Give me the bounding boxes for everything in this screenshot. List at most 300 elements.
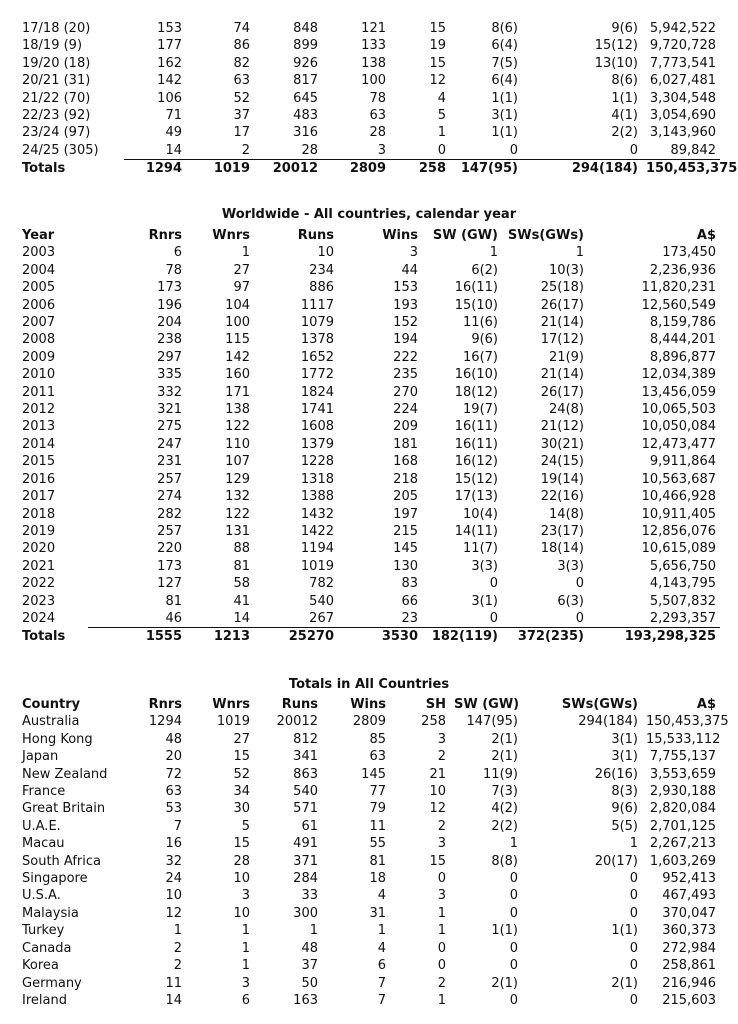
table-cell: 28	[233, 853, 250, 869]
table-row	[18, 575, 720, 592]
table-cell: 0	[629, 992, 638, 1008]
table-cell: 8,896,877	[649, 349, 716, 365]
table-cell: 926	[293, 55, 318, 71]
totals-cell: 2809	[349, 161, 386, 177]
table-cell: 79	[369, 801, 386, 817]
table-cell: 21	[429, 766, 446, 782]
table-cell: 258	[421, 714, 446, 730]
table-cell: 106	[157, 90, 182, 106]
table-cell: 1	[437, 923, 446, 939]
table-cell: 23	[338, 610, 422, 628]
table-cell: 224	[393, 402, 418, 418]
table-cell: 1824	[300, 384, 334, 400]
table-cell: 257	[157, 523, 182, 539]
table-row	[18, 870, 720, 887]
table-cell: 1(1)	[611, 90, 638, 106]
table-row	[18, 55, 720, 72]
table-row	[18, 713, 720, 730]
table-cell: 12,473,477	[641, 436, 716, 452]
table-cell: 58	[233, 576, 250, 592]
table-cell: Germany	[22, 975, 82, 991]
table-row	[18, 90, 720, 107]
table-cell: 20	[165, 749, 182, 765]
table-cell: 258,861	[662, 958, 716, 974]
table-cell: 3	[241, 975, 250, 991]
table-cell: 812	[293, 731, 318, 747]
table-cell: 20012	[276, 714, 318, 730]
table-cell: 83	[401, 576, 418, 592]
table-cell: 1741	[300, 402, 334, 418]
table-cell: 194	[393, 332, 418, 348]
table-cell: 300	[293, 905, 318, 921]
table-cell: 14(8)	[549, 506, 584, 522]
table-cell: 2014	[22, 436, 56, 452]
table-cell: 152	[393, 315, 418, 331]
table-cell: 52	[233, 90, 250, 106]
table-cell: 1379	[300, 436, 334, 452]
table-cell: 104	[225, 297, 250, 313]
table-cell: 10	[317, 245, 334, 261]
table-row	[18, 957, 720, 974]
table-cell: 30(21)	[540, 436, 584, 452]
table-cell: 37	[233, 108, 250, 124]
table-cell: 2,293,357	[588, 610, 720, 628]
table-cell: 122	[225, 419, 250, 435]
column-header: A$	[696, 697, 716, 712]
table-cell: 3	[241, 888, 250, 904]
table-cell: 1318	[300, 471, 334, 487]
table-cell: 100	[225, 315, 250, 331]
table-cell: 6	[241, 992, 250, 1008]
table-cell: 16	[165, 836, 182, 852]
table-cell: 0	[390, 142, 450, 160]
table-cell: 1388	[300, 489, 334, 505]
table-cell: 1	[377, 923, 386, 939]
totals-cell: 25270	[288, 629, 334, 645]
table-cell: 23/24 (97)	[22, 125, 91, 141]
table-cell: 2(1)	[491, 975, 518, 991]
table-cell: 22/23 (92)	[22, 108, 91, 124]
table-cell: 26(17)	[540, 297, 584, 313]
table-cell: 18/19 (9)	[22, 38, 83, 54]
table-cell: 14	[124, 142, 186, 160]
table-cell: 0	[575, 576, 584, 592]
table-cell: 9,911,864	[649, 454, 716, 470]
column-header: Rnrs	[148, 228, 182, 243]
table-cell: 2,820,084	[649, 801, 716, 817]
table-cell: 0	[629, 958, 638, 974]
table-cell: 2	[173, 958, 182, 974]
table-cell: 37	[301, 958, 318, 974]
table-cell: South Africa	[22, 853, 101, 869]
table-cell: 33	[301, 888, 318, 904]
column-header: SW (GW)	[454, 697, 520, 712]
totals-row	[18, 160, 720, 178]
totals-cell: Totals	[22, 629, 66, 645]
table-cell: 0	[437, 958, 446, 974]
table-cell: 22(16)	[540, 489, 584, 505]
table-cell: 4,143,795	[649, 576, 716, 592]
table-cell: 55	[369, 836, 386, 852]
table-cell: 234	[309, 262, 334, 278]
table-cell: 16(10)	[454, 367, 498, 383]
table-cell: 3,553,659	[649, 766, 716, 782]
table-cell: 14(11)	[454, 523, 498, 539]
table-cell: 2018	[22, 506, 56, 522]
table-cell: 78	[369, 90, 386, 106]
table-cell: 6	[377, 958, 386, 974]
table-cell: 2020	[22, 541, 56, 557]
table-cell: 19(14)	[540, 471, 584, 487]
header-row	[18, 227, 720, 244]
column-header: Rnrs	[148, 697, 182, 712]
table-cell: 11(9)	[483, 766, 518, 782]
table-cell: 863	[293, 766, 318, 782]
totals-cell: 1213	[213, 629, 250, 645]
table-cell: 274	[157, 489, 182, 505]
table-row	[18, 366, 720, 383]
totals-cell: 294(184)	[571, 161, 638, 177]
table-cell: 145	[393, 541, 418, 557]
table-cell: 115	[225, 332, 250, 348]
table-cell: 4	[377, 888, 386, 904]
table-row	[18, 800, 720, 817]
table-cell: 483	[293, 108, 318, 124]
table-cell: 3(3)	[557, 558, 584, 574]
table-cell: 11,820,231	[641, 280, 716, 296]
table-cell: 0	[522, 142, 642, 160]
table-cell: 18(12)	[454, 384, 498, 400]
table-cell: 15	[233, 836, 250, 852]
table-cell: 14	[186, 610, 254, 628]
table-cell: 1(1)	[611, 923, 638, 939]
table-cell: 1	[629, 836, 638, 852]
table-cell: 110	[225, 436, 250, 452]
table-cell: 16(7)	[463, 349, 498, 365]
table-cell: 20/21 (31)	[22, 73, 91, 89]
table-cell: 0	[502, 610, 588, 628]
table-row	[18, 418, 720, 435]
table-cell: Hong Kong	[22, 731, 93, 747]
table-cell: 10	[429, 784, 446, 800]
table-cell: 142	[225, 349, 250, 365]
table-cell: 1652	[300, 349, 334, 365]
table-cell: 81	[165, 593, 182, 609]
table-row	[18, 488, 720, 505]
table-cell: 15	[233, 749, 250, 765]
table-cell: 181	[393, 436, 418, 452]
table-cell: 1(1)	[491, 923, 518, 939]
table-row	[18, 331, 720, 348]
column-header: SWs(GWs)	[561, 697, 638, 712]
table-cell: 138	[361, 55, 386, 71]
table-cell: 27	[233, 262, 250, 278]
table-cell: 1608	[300, 419, 334, 435]
table-cell: 16(12)	[454, 454, 498, 470]
table-cell: 1	[575, 245, 584, 261]
table-cell: 1,603,269	[649, 853, 716, 869]
table-cell: 1117	[300, 297, 334, 313]
table-cell: 0	[450, 142, 522, 160]
table-cell: Canada	[22, 940, 72, 956]
table-cell: 25(18)	[540, 280, 584, 296]
season-table	[18, 20, 738, 178]
totals-cell: 372(235)	[517, 629, 584, 645]
table-cell: 15(10)	[454, 297, 498, 313]
table-row	[18, 72, 720, 89]
table-cell: 952,413	[662, 871, 716, 887]
table-cell: 5	[241, 818, 250, 834]
table-cell: 1	[241, 923, 250, 939]
table-cell: 10(4)	[463, 506, 498, 522]
table-cell: 222	[393, 349, 418, 365]
table-cell: 8(6)	[491, 21, 518, 36]
table-cell: 26(17)	[540, 384, 584, 400]
table-cell: 16(11)	[454, 436, 498, 452]
table-cell: U.A.E.	[22, 818, 61, 834]
table-cell: 7,773,541	[649, 55, 716, 71]
table-cell: 12	[429, 801, 446, 817]
table-cell: 16(11)	[454, 280, 498, 296]
table-cell: 360,373	[662, 923, 716, 939]
table-cell: 32	[165, 853, 182, 869]
column-header: Wnrs	[212, 228, 250, 243]
table-cell: 0	[509, 940, 518, 956]
table-cell: 66	[401, 593, 418, 609]
table-cell: 3(1)	[611, 731, 638, 747]
table-cell: 6(4)	[491, 38, 518, 54]
header-row	[18, 696, 720, 713]
table-cell: 63	[369, 108, 386, 124]
table-cell: 2(1)	[491, 731, 518, 747]
table-cell: 9(6)	[611, 21, 638, 36]
table-cell: 2011	[22, 384, 56, 400]
table-cell: 0	[509, 888, 518, 904]
table-cell: 220	[157, 541, 182, 557]
table-cell: 1772	[300, 367, 334, 383]
table-cell: 107	[225, 454, 250, 470]
table-cell: 2	[186, 142, 254, 160]
table-cell: 14	[165, 992, 182, 1008]
table-cell: 44	[401, 262, 418, 278]
table-cell: 2023	[22, 593, 56, 609]
table-cell: 2	[173, 940, 182, 956]
table-cell: 6,027,481	[649, 73, 716, 89]
table-cell: 86	[233, 38, 250, 54]
table-cell: 122	[225, 506, 250, 522]
table-cell: Macau	[22, 836, 65, 852]
table-cell: 162	[157, 55, 182, 71]
table-cell: 173,450	[662, 245, 716, 261]
table-cell: France	[22, 784, 66, 800]
table-cell: 133	[361, 38, 386, 54]
table-cell: 163	[293, 992, 318, 1008]
table-cell: 147(95)	[466, 714, 518, 730]
table-cell: 10(3)	[549, 262, 584, 278]
table-cell: 491	[293, 836, 318, 852]
table-cell: 645	[293, 90, 318, 106]
table-cell: 63	[369, 749, 386, 765]
table-cell: 4	[437, 90, 446, 106]
table-cell: 886	[309, 280, 334, 296]
table-row	[18, 610, 720, 628]
table-cell: 24	[165, 871, 182, 887]
table-cell: 11	[165, 975, 182, 991]
column-header: SWs(GWs)	[507, 228, 584, 243]
table-cell: 21(12)	[540, 419, 584, 435]
table-cell: 0	[629, 871, 638, 887]
table-cell: 129	[225, 471, 250, 487]
table-cell: 10,563,687	[641, 471, 716, 487]
table-row	[18, 401, 720, 418]
table-cell: 28	[369, 125, 386, 141]
table-row	[18, 314, 720, 331]
table-cell: 3,143,960	[649, 125, 716, 141]
table-cell: 2003	[22, 245, 56, 261]
table-cell: 0	[629, 940, 638, 956]
table-cell: 3	[437, 731, 446, 747]
table-cell: 247	[157, 436, 182, 452]
table-cell: 0	[509, 905, 518, 921]
table-cell: U.S.A.	[22, 888, 61, 904]
table-row	[18, 471, 720, 488]
table-cell: 10	[233, 871, 250, 887]
table-cell: 848	[293, 21, 318, 36]
table-cell: 11(7)	[463, 541, 498, 557]
table-cell: 335	[157, 367, 182, 383]
table-row	[18, 992, 720, 1009]
table-cell: 15	[429, 21, 446, 36]
table-cell: 63	[165, 784, 182, 800]
totals-cell: 193,298,325	[624, 629, 716, 645]
table-cell: 0	[509, 871, 518, 887]
table-cell: 2,236,936	[649, 262, 716, 278]
table-row	[18, 37, 720, 54]
table-row	[18, 558, 720, 575]
table-cell: 2024	[22, 611, 56, 627]
table-cell: 46	[88, 610, 186, 628]
table-cell: 16(11)	[454, 419, 498, 435]
table-cell: 4	[377, 940, 386, 956]
table-cell: 270	[393, 384, 418, 400]
totals-cell: 150,453,375	[646, 161, 738, 177]
table-cell: 3	[409, 245, 418, 261]
table-cell: 15	[429, 55, 446, 71]
table-row	[18, 593, 720, 610]
table-cell: 168	[393, 454, 418, 470]
table-cell: 173	[157, 558, 182, 574]
table-cell: 10,615,089	[641, 541, 716, 557]
totals-cell: Totals	[22, 161, 66, 176]
table-row	[18, 262, 720, 279]
table-cell: 205	[393, 489, 418, 505]
table-cell: 2(1)	[611, 975, 638, 991]
table-cell: 2015	[22, 454, 56, 470]
table-cell: 160	[225, 367, 250, 383]
table-row	[18, 975, 720, 992]
table-cell: 1	[509, 836, 518, 852]
table-cell: 1432	[300, 506, 334, 522]
totals-cell: 182(119)	[431, 629, 498, 645]
table-cell: 1	[241, 958, 250, 974]
table-cell: 41	[233, 593, 250, 609]
table-cell: 13,456,059	[641, 384, 716, 400]
table-cell: New Zealand	[22, 766, 108, 782]
table-row	[18, 748, 720, 765]
table-cell: 216,946	[662, 975, 716, 991]
countries-title: Totals in All Countries	[288, 677, 450, 692]
table-cell: 3	[437, 836, 446, 852]
column-header: Wins	[350, 697, 386, 712]
table-cell: 48	[301, 940, 318, 956]
table-cell: 3(1)	[611, 749, 638, 765]
table-cell: 177	[157, 38, 182, 54]
table-row	[18, 297, 720, 314]
table-cell: 11	[369, 818, 386, 834]
table-row	[18, 905, 720, 922]
table-cell: 2(2)	[491, 818, 518, 834]
table-cell: 9(6)	[611, 801, 638, 817]
table-cell: 3	[437, 888, 446, 904]
table-cell: 321	[157, 402, 182, 418]
table-row	[18, 731, 720, 748]
table-cell: 0	[422, 610, 502, 628]
worldwide-table	[18, 227, 720, 646]
table-cell: 21(9)	[549, 349, 584, 365]
table-cell: 1	[437, 992, 446, 1008]
table-cell: 6(4)	[491, 73, 518, 89]
table-cell: 23(17)	[540, 523, 584, 539]
table-cell: 26(16)	[594, 766, 638, 782]
table-cell: 142	[157, 73, 182, 89]
table-cell: 2019	[22, 523, 56, 539]
table-cell: 2013	[22, 419, 56, 435]
table-cell: 5,656,750	[649, 558, 716, 574]
table-cell: 8(3)	[611, 784, 638, 800]
totals-row	[18, 628, 720, 646]
column-header: Runs	[281, 697, 318, 712]
table-row	[18, 853, 720, 870]
table-cell: 257	[157, 471, 182, 487]
table-cell: 0	[629, 888, 638, 904]
column-header: SH	[425, 697, 446, 712]
table-cell: 2(1)	[491, 749, 518, 765]
table-cell: 127	[157, 576, 182, 592]
column-header: Wnrs	[212, 697, 250, 712]
table-cell: 7(5)	[491, 55, 518, 71]
table-cell: 21/22 (70)	[22, 90, 91, 106]
table-cell: 3,054,690	[649, 108, 716, 124]
table-cell: 81	[369, 853, 386, 869]
table-cell: 2,930,188	[649, 784, 716, 800]
table-cell: 275	[157, 419, 182, 435]
table-cell: 1	[309, 923, 318, 939]
table-cell: 150,453,375	[646, 714, 729, 730]
table-cell: 24(15)	[540, 454, 584, 470]
column-header: A$	[696, 228, 716, 243]
table-cell: 2009	[22, 349, 56, 365]
table-cell: 0	[489, 576, 498, 592]
table-cell: 7,755,137	[649, 749, 716, 765]
totals-cell: 1019	[213, 161, 250, 177]
table-cell: 571	[293, 801, 318, 817]
table-cell: 204	[157, 315, 182, 331]
table-cell: 97	[233, 280, 250, 296]
table-row	[18, 506, 720, 523]
table-row	[18, 349, 720, 366]
countries-table	[18, 696, 729, 1009]
table-row	[18, 540, 720, 557]
